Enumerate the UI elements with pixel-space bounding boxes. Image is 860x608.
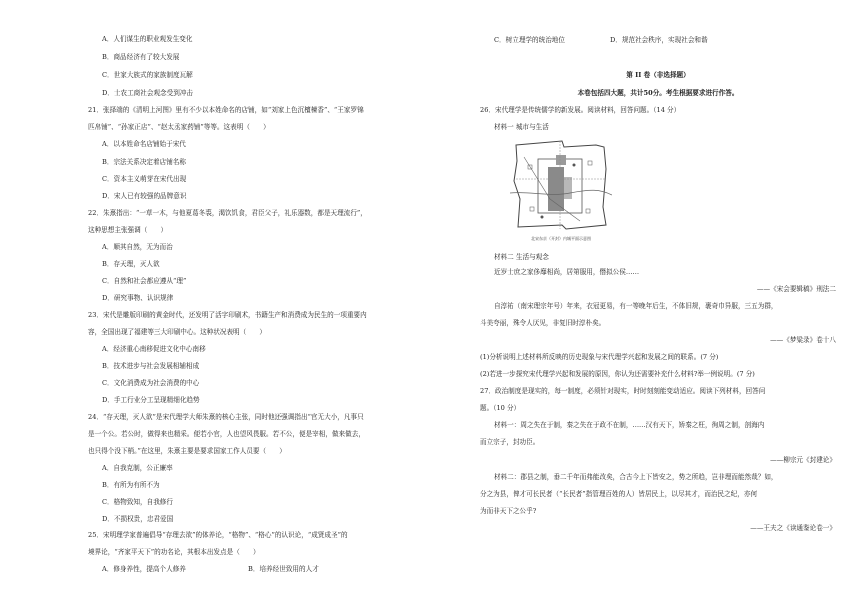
- kaifeng-city-map: [510, 137, 612, 245]
- q26-question1: (1)分析说明上述材料所反映的历史现象与宋代理学兴起和发展之间的联系。(7 分): [480, 353, 719, 361]
- q27-stem-line1: 27．政治制度是现实的，每一制度，必须针对现实，时时刻刻能变动适应。阅读下列材料，回答问: [480, 387, 766, 395]
- map-marker: [586, 209, 590, 213]
- q27-source1: ——柳宗元《封建论》: [770, 456, 836, 464]
- q27-source2: ——王夫之《读通鉴论卷一》: [750, 524, 836, 532]
- q26-material2-line3: 斗美夸丽，殊令人厌见，非复旧时淳朴矣。: [480, 319, 606, 327]
- q26-source1: ——《宋会要辑稿》刑法二: [756, 285, 836, 293]
- q21-stem-line1: 21．张择端的《清明上河图》里有不少以本姓命名的店铺，如“刘家上色沉檀楝香”、“王家罗锦: [88, 106, 364, 114]
- market-block: [564, 177, 572, 199]
- q25-option-a: A．修身养性，提高个人修养: [102, 565, 186, 573]
- q23-option-d: D．手工行业分工呈现精细化趋势: [102, 396, 200, 404]
- q24-stem-line1: 24．“存天理，灭人欲”是宋代理学大师朱熹的核心主张，同时他还强调指出“官无大小，凡事只: [88, 413, 364, 421]
- palace-north-block: [556, 155, 566, 165]
- q20-option-b: B．商品经济有了较大发展: [102, 53, 180, 61]
- map-caption: 北宋东京（开封）内城平面示意图: [531, 236, 591, 241]
- q20-option-a: A．人们谋生的职业观发生变化: [102, 35, 193, 43]
- q24-stem-line3: 也只得个没下梢。”在这里，朱熹主要是要求国家工作人员要（ ）: [88, 447, 286, 455]
- map-marker: [530, 207, 534, 211]
- q26-question2: (2)若进一步探究宋代理学兴起和发展的原因，你认为还需要补充什么材料?举一例说明。(7 分): [480, 370, 755, 378]
- q22-option-d: D．研究事物、认识规律: [102, 294, 174, 302]
- map-marker: [573, 164, 576, 167]
- q23-stem-line1: 23．宋代是雕版印刷的黄金时代，还发明了活字印刷术，书籍生产和消费成为民生的一项重要内: [88, 311, 367, 319]
- q27-material1-line1: 材料一：周之失在于制，秦之失在于政不在制，……汉有天下，矫秦之枉，徇周之制，剖海内: [494, 421, 765, 429]
- q24-option-a: A．自我克制，公正廉率: [102, 464, 173, 472]
- map-marker: [541, 216, 544, 219]
- q22-stem-line1: 22．朱熹指出：“一草一木，与他夏葛冬裘，渴饮饥食，君臣父子，礼乐器数，都是天理流行”，: [88, 209, 367, 217]
- q24-option-b: B．有所为有所不为: [102, 481, 160, 489]
- q20-option-c: C．世家大族式的家族制度瓦解: [102, 71, 193, 79]
- q21-stem-line2: 匹帛铺”、“孙家正店”、“赵太丞家药铺”等等。这表明（ ）: [88, 123, 270, 131]
- q25-option-d: D．规范社会秩序，实现社会和谐: [610, 36, 708, 44]
- q23-option-b: B．技术进步与社会发展相辅相成: [102, 362, 200, 370]
- q22-option-b: B．存天理，灭人欲: [102, 260, 160, 268]
- city-map-drawing: [510, 137, 612, 235]
- q21-option-c: C．资本主义萌芽在宋代出现: [102, 175, 187, 183]
- q22-option-a: A．顺其自然，无为而治: [102, 243, 173, 251]
- palace-block: [548, 167, 564, 211]
- q26-material2-line1: 近岁士庶之家侈靡相尚，居第服用，僭拟公侯……: [494, 268, 640, 276]
- q26-material1-title: 材料一 城市与生活: [494, 123, 549, 131]
- q24-stem-line2: 是一个公。若公时，做得来也精采。便若小官，人也望风畏服。若不公，便是宰相，做来做去，: [88, 430, 365, 438]
- q23-option-a: A．经济重心南移促进文化中心南移: [102, 345, 206, 353]
- section-title: 第 II 卷（非选择题）: [626, 71, 690, 79]
- map-marker: [588, 161, 592, 165]
- q22-stem-line2: 这种思想主张强调（ ）: [88, 226, 168, 234]
- q27-material1-line2: 而立宗子，封功臣。: [480, 438, 540, 446]
- q27-material2-line2: 分之为县，俾才可长民者（“长民者”指管理百姓的人）皆居民上，以尽其才，而治民之纪，亦何: [480, 490, 758, 498]
- q25-stem-line2: 境界论，“齐家平天下”的功名论，其根本出发点是（ ）: [88, 548, 260, 556]
- q20-option-d: D．士农工商社会观念受到冲击: [102, 89, 194, 97]
- q22-option-c: C．自然和社会都应遵从“理”: [102, 277, 187, 285]
- q23-stem-line2: 容，全国出现了福建等三大印刷中心。这种状况表明（ ）: [88, 328, 267, 336]
- q24-option-c: C．格物致知，自我修行: [102, 498, 173, 506]
- q27-material2-line1: 材料二：郡县之制，垂二千年而弗能改矣，合古今上下皆安之，势之所趋，岂非理而能然哉？如，: [494, 473, 778, 481]
- q27-stem-line2: 题。（10 分）: [480, 404, 521, 412]
- section-note: 本卷包括四大题，共计50分。考生根据要求进行作答。: [577, 89, 739, 97]
- q26-source2: ——《梦粱录》卷十八: [770, 336, 836, 344]
- q24-option-d: D．不损权贵，忠君爱国: [102, 515, 174, 523]
- q26-stem: 26．宋代理学是传统儒学的新发展。阅读材料，回答问题。（14 分）: [480, 106, 681, 114]
- q26-material2-line2: 自淳祐（南宋理宗年号）年来，衣冠更易，有一等晚年后生，不体旧规，裹奇巾异服，三五为群，: [494, 302, 778, 310]
- q25-option-b: B．培养经世致用的人才: [248, 565, 319, 573]
- q27-material2-line3: 为而非天下之公乎?: [480, 507, 537, 515]
- q21-option-a: A．以本姓命名店铺始于宋代: [102, 140, 186, 148]
- q25-option-c: C．树立理学的统治地位: [494, 36, 565, 44]
- q21-option-d: D．宋人已有较强的品牌意识: [102, 192, 187, 200]
- q26-material2-title: 材料二 生活与观念: [494, 253, 549, 261]
- q21-option-b: B．宗法关系决定着店铺名称: [102, 158, 186, 166]
- q23-option-c: C．文化消费成为社会消费的中心: [102, 379, 200, 387]
- q25-stem-line1: 25．宋明理学家普遍倡导“存理去欲”的体养论，“格物”、“格心”的认识论，“成贤成圣”的: [88, 531, 348, 539]
